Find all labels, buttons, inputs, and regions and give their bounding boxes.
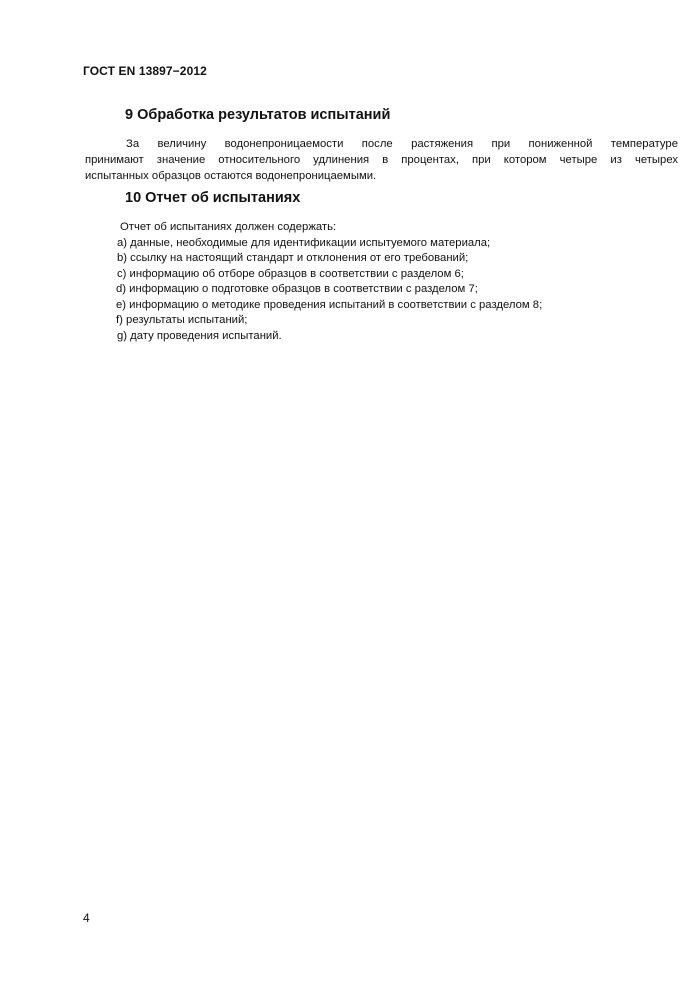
section-10-title: 10 Отчет об испытаниях bbox=[125, 190, 301, 206]
paragraph-line: принимают значение относительного удлинения в процентах, при котором четыре из четырех bbox=[85, 154, 678, 166]
list-item-a: a) данные, необходимые для идентификации испытуемого материала; bbox=[117, 236, 491, 249]
list-intro: Отчет об испытаниях должен содержать: bbox=[120, 221, 337, 233]
document-standard-id: ГОСТ EN 13897−2012 bbox=[83, 64, 207, 78]
paragraph-line: За величину водонепроницаемости после растяжения при пониженной температуре bbox=[126, 138, 678, 150]
list-item-c: c) информацию об отборе образцов в соответствии с разделом 6; bbox=[117, 267, 464, 280]
section-9-paragraph bbox=[85, 136, 678, 184]
list-item-g: g) дату проведения испытаний. bbox=[117, 329, 282, 342]
list-item-d: d) информацию о подготовке образцов в соответствии с разделом 7; bbox=[116, 283, 478, 295]
page-number: 4 bbox=[83, 911, 90, 925]
list-item-f: f) результаты испытаний; bbox=[116, 314, 248, 326]
list-item-b: b) ссылку на настоящий стандарт и отклонения от его требований; bbox=[117, 252, 469, 264]
paragraph-line: испытанных образцов остаются водонепроницаемыми. bbox=[85, 170, 377, 182]
section-9-title: 9 Обработка результатов испытаний bbox=[125, 107, 391, 123]
list-item-e: e) информацию о методике проведения испытаний в соответствии с разделом 8; bbox=[116, 298, 543, 311]
